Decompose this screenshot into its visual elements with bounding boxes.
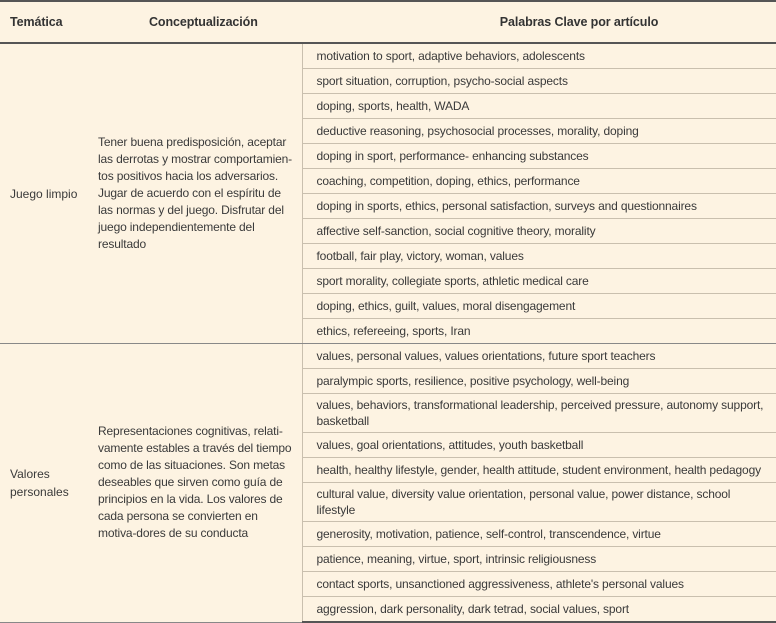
- keyword-cell: health, healthy lifestyle, gender, health attitude, student environment, health pedagogy: [302, 458, 776, 483]
- header-tematica: Temática: [0, 1, 92, 43]
- keyword-cell: aggression, dark personality, dark tetrad, social values, sport: [302, 597, 776, 623]
- keyword-cell: ethics, refereeing, sports, Iran: [302, 319, 776, 344]
- table-row: [0, 43, 776, 69]
- keyword-cell: football, fair play, victory, woman, values: [302, 244, 776, 269]
- keyword-cell: affective self-sanction, social cognitive theory, morality: [302, 219, 776, 244]
- keyword-cell: contact sports, unsanctioned aggressiveness, athlete's personal values: [302, 572, 776, 597]
- table-row: [0, 344, 776, 369]
- header-row: [0, 1, 776, 43]
- keyword-cell: deductive reasoning, psychosocial processes, morality, doping: [302, 119, 776, 144]
- keyword-cell: generosity, motivation, patience, self-control, transcendence, virtue: [302, 522, 776, 547]
- keyword-cell: values, behaviors, transformational leadership, perceived pressure, autonomy support, basketball: [302, 394, 776, 433]
- keyword-cell: motivation to sport, adaptive behaviors, adolescents: [302, 43, 776, 69]
- keyword-cell: doping, ethics, guilt, values, moral disengagement: [302, 294, 776, 319]
- keyword-cell: patience, meaning, virtue, sport, intrinsic religiousness: [302, 547, 776, 572]
- group-juego-limpio: [0, 43, 776, 344]
- group-valores-personales: [0, 344, 776, 623]
- tema-cell: Valores personales: [0, 344, 92, 623]
- keyword-cell: sport morality, collegiate sports, athletic medical care: [302, 269, 776, 294]
- concept-cell: Tener buena predisposición, aceptar las derrotas y mostrar comportamien-tos positivos hacia los adversarios. Jugar de acuerdo con el espíritu de las normas y del juego. Disfrutar del juego independientemente del resultado: [92, 43, 302, 344]
- keyword-cell: doping in sports, ethics, personal satisfaction, surveys and questionnaires: [302, 194, 776, 219]
- keyword-cell: cultural value, diversity value orientation, personal value, power distance, school lifestyle: [302, 483, 776, 522]
- concept-cell: Representaciones cognitivas, relati-vamente estables a través del tiempo como de las situaciones. Son metas deseables que sirven como guía de principios en la vida. Los valores de cada persona se convierten en motiva-dores de su conducta: [92, 344, 302, 623]
- header-conceptualizacion: Conceptualización: [92, 1, 302, 43]
- keyword-cell: sport situation, corruption, psycho-social aspects: [302, 69, 776, 94]
- header-palabras-clave: Palabras Clave por artículo: [302, 1, 776, 43]
- keyword-cell: doping in sport, performance- enhancing substances: [302, 144, 776, 169]
- keyword-cell: doping, sports, health, WADA: [302, 94, 776, 119]
- keyword-cell: coaching, competition, doping, ethics, performance: [302, 169, 776, 194]
- keyword-cell: values, personal values, values orientations, future sport teachers: [302, 344, 776, 369]
- keyword-cell: paralympic sports, resilience, positive psychology, well-being: [302, 369, 776, 394]
- keyword-cell: values, goal orientations, attitudes, youth basketball: [302, 433, 776, 458]
- tema-cell: Juego limpio: [0, 43, 92, 344]
